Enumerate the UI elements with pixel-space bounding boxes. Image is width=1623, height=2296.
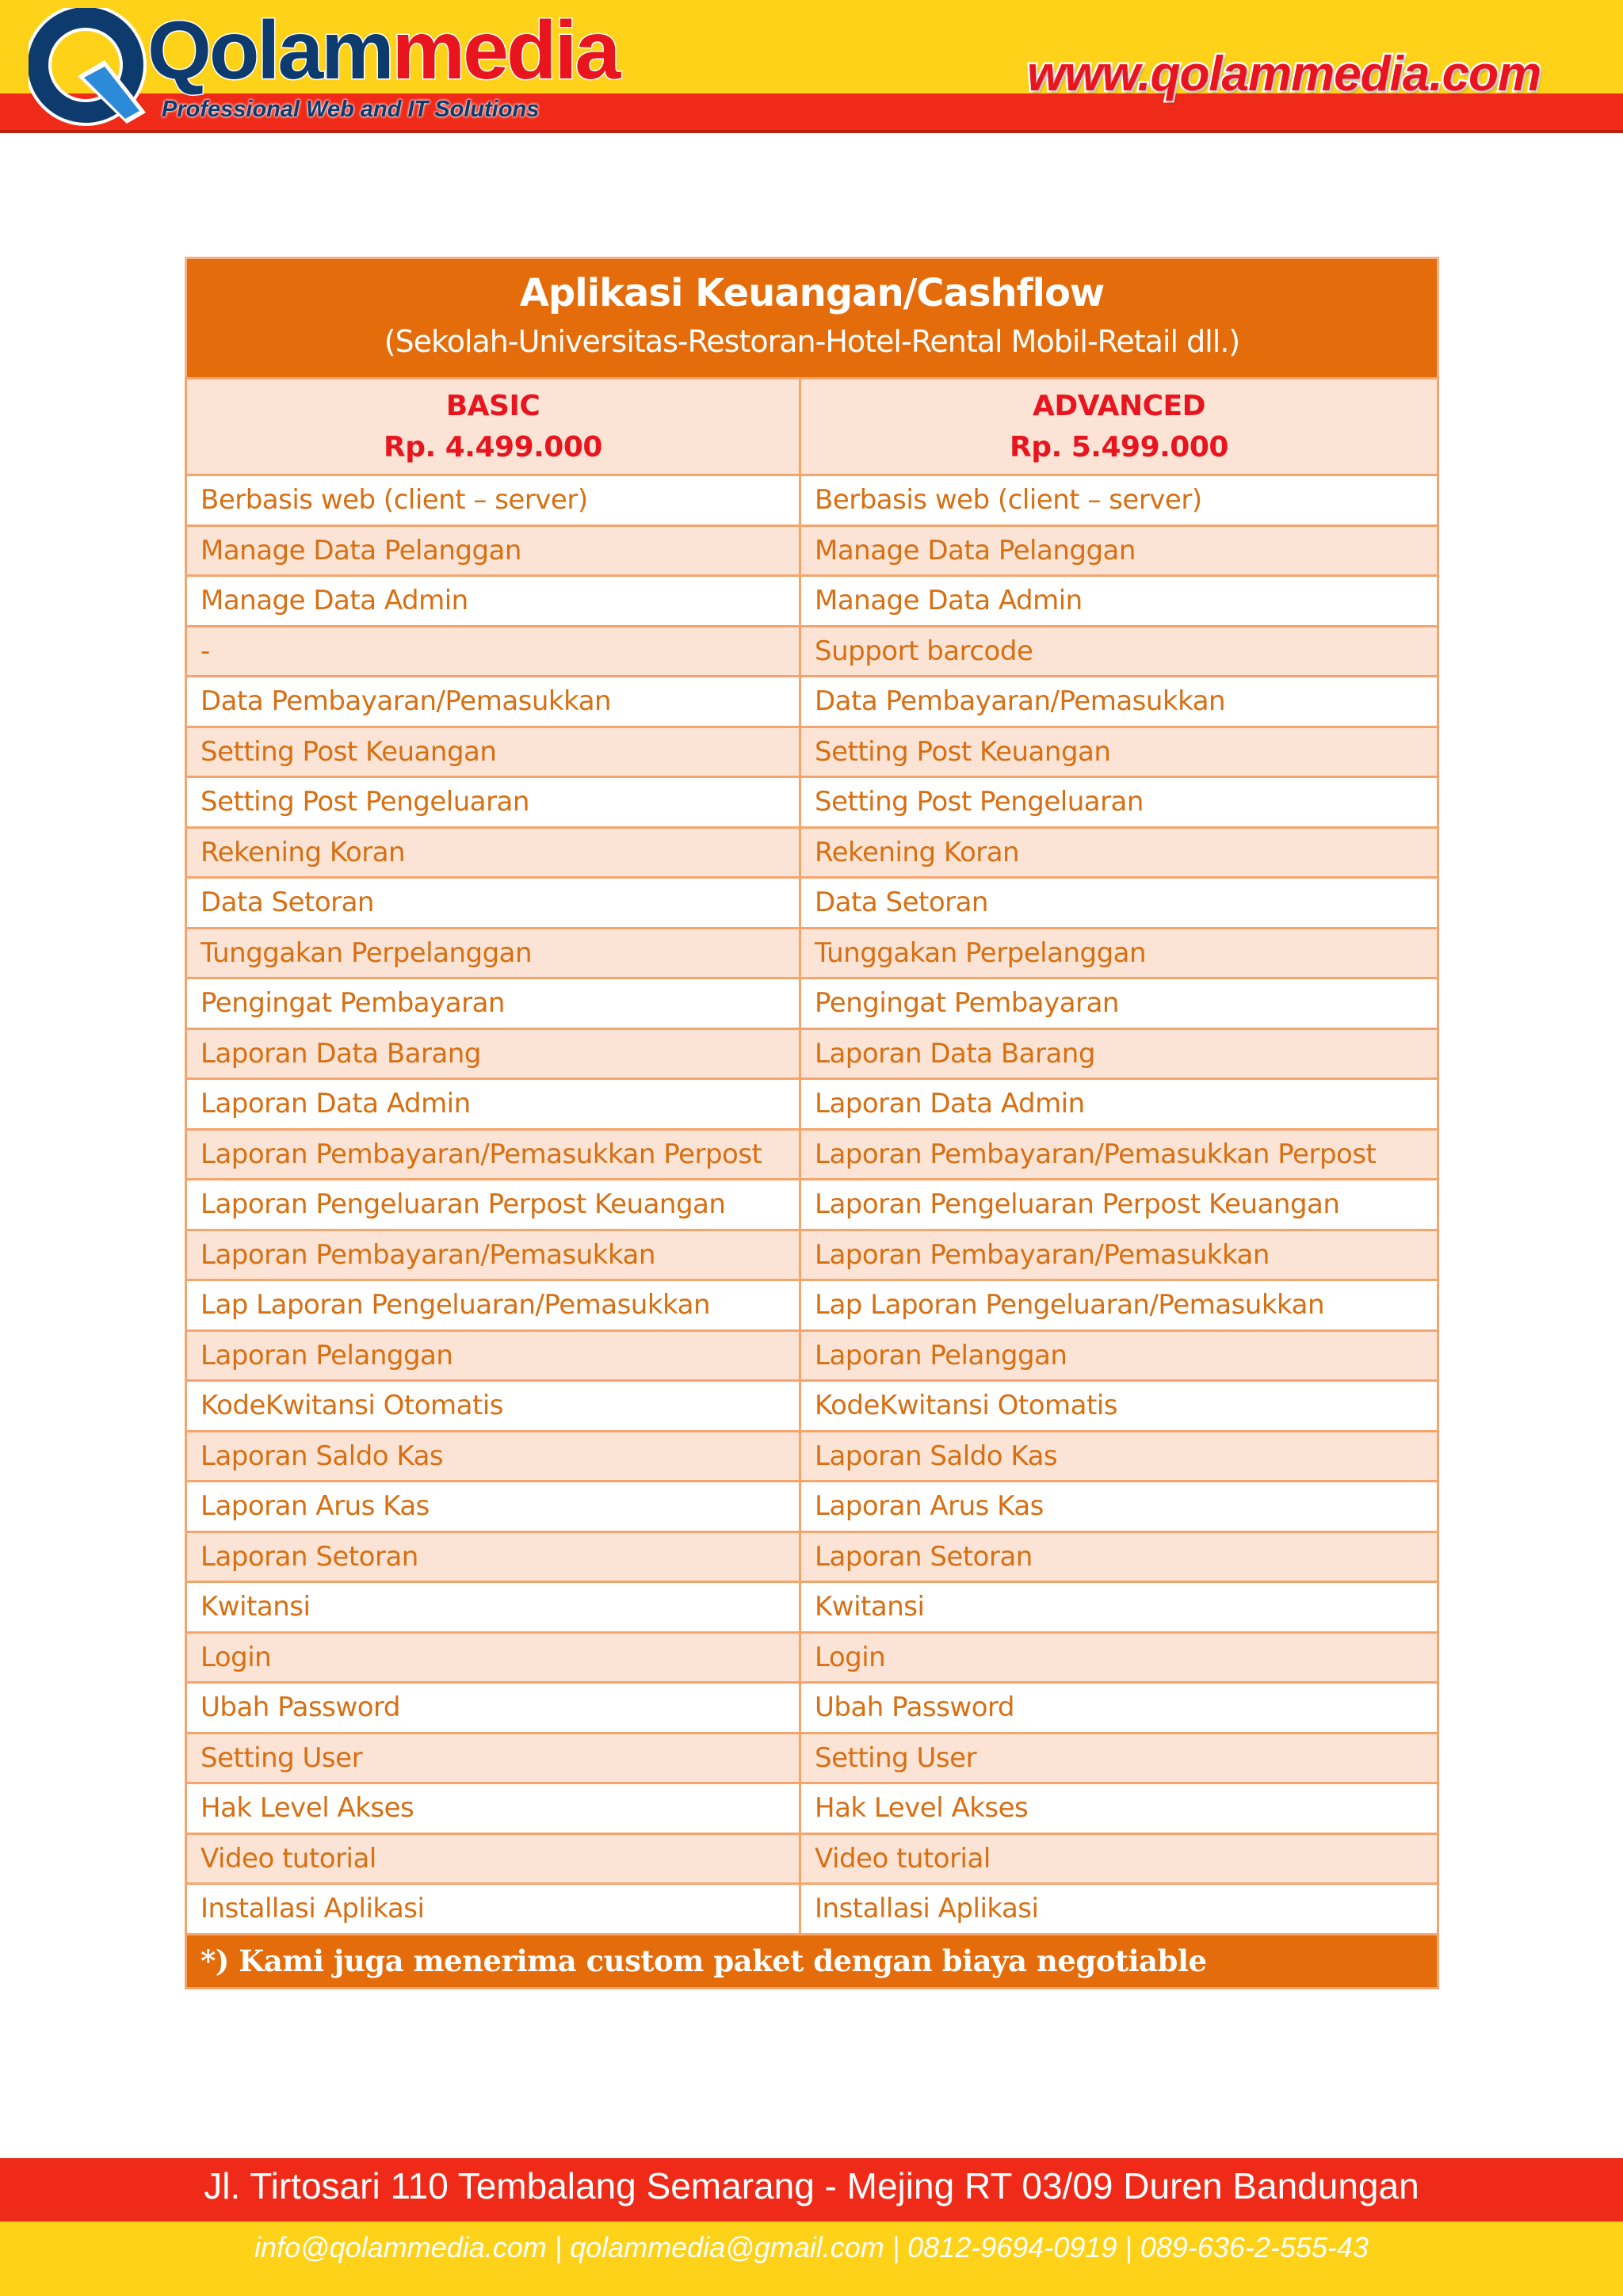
feature-cell-basic: Laporan Data Admin [186, 1079, 800, 1130]
feature-cell-advanced: Laporan Data Admin [800, 1079, 1438, 1130]
feature-cell-basic: Setting User [186, 1733, 800, 1783]
feature-cell-advanced: Laporan Saldo Kas [800, 1431, 1438, 1482]
feature-cell-basic: Laporan Pengeluaran Perpost Keuangan [186, 1180, 800, 1230]
feature-cell-basic: Data Pembayaran/Pemasukkan [186, 677, 800, 727]
feature-cell-basic: Laporan Pelanggan [186, 1330, 800, 1381]
table-row [186, 878, 1438, 929]
table-row [186, 1783, 1438, 1834]
feature-cell-basic: KodeKwitansi Otomatis [186, 1381, 800, 1432]
feature-cell-advanced: Berbasis web (client – server) [800, 475, 1438, 526]
feature-cell-advanced: Manage Data Pelanggan [800, 525, 1438, 576]
table-row [186, 1733, 1438, 1783]
table-row [186, 1381, 1438, 1432]
feature-cell-advanced: Laporan Pelanggan [800, 1330, 1438, 1381]
table-row [186, 1330, 1438, 1381]
feature-cell-advanced: Laporan Data Barang [800, 1028, 1438, 1079]
logo-wordmark-part-b: media [391, 5, 619, 97]
footer-contacts: info@qolammedia.com | qolammedia@gmail.com | 0812-9694-0919 | 089-636-2-555-43 [254, 2231, 1369, 2264]
package-header-row [186, 379, 1438, 475]
package-advanced-name: ADVANCED [1032, 389, 1206, 422]
page-title: Aplikasi Keuangan/Cashflow [519, 271, 1105, 315]
table-row [186, 1079, 1438, 1130]
table-row [186, 1683, 1438, 1733]
footnote-row [186, 1934, 1438, 1988]
feature-cell-basic: Video tutorial [186, 1833, 800, 1884]
table-row [186, 1028, 1438, 1079]
feature-cell-advanced: Video tutorial [800, 1833, 1438, 1884]
feature-cell-basic: Manage Data Pelanggan [186, 525, 800, 576]
feature-cell-basic: Pengingat Pembayaran [186, 978, 800, 1029]
footer-address: Jl. Tirtosari 110 Tembalang Semarang - Mejing RT 03/09 Duren Bandungan [204, 2165, 1419, 2206]
feature-cell-basic: Installasi Aplikasi [186, 1884, 800, 1935]
feature-cell-basic: Manage Data Admin [186, 576, 800, 627]
pricing-table [185, 257, 1439, 1989]
feature-cell-advanced: Laporan Pembayaran/Pemasukkan Perpost [800, 1129, 1438, 1180]
website-url[interactable]: www.qolammedia.com [1027, 47, 1541, 101]
table-row [186, 777, 1438, 828]
feature-cell-advanced: Laporan Pembayaran/Pemasukkan [800, 1230, 1438, 1280]
package-advanced-header [800, 379, 1438, 475]
package-basic-name: BASIC [445, 389, 540, 422]
footnote-text: *) Kami juga menerima custom paket dengan biaya negotiable [186, 1934, 1438, 1988]
feature-cell-basic: Login [186, 1632, 800, 1683]
feature-cell-advanced: Manage Data Admin [800, 576, 1438, 627]
page-subtitle: (Sekolah-Universitas-Restoran-Hotel-Rental Mobil-Retail dll.) [384, 324, 1240, 359]
feature-cell-basic: Laporan Saldo Kas [186, 1431, 800, 1482]
logo-wordmark-part-a: Qolam [147, 5, 392, 97]
table-row [186, 626, 1438, 677]
features-table [185, 377, 1439, 1989]
feature-cell-basic: Hak Level Akses [186, 1783, 800, 1834]
feature-cell-advanced: Laporan Arus Kas [800, 1482, 1438, 1532]
feature-cell-advanced: Setting Post Keuangan [800, 727, 1438, 777]
feature-cell-advanced: Pengingat Pembayaran [800, 978, 1438, 1029]
feature-cell-basic: Setting Post Pengeluaran [186, 777, 800, 828]
feature-cell-advanced: Laporan Setoran [800, 1531, 1438, 1582]
feature-cell-advanced: Kwitansi [800, 1582, 1438, 1633]
feature-cell-advanced: Tunggakan Perpelanggan [800, 928, 1438, 978]
feature-cell-basic: Kwitansi [186, 1582, 800, 1633]
feature-cell-basic: Laporan Pembayaran/Pemasukkan [186, 1230, 800, 1280]
feature-cell-basic: Laporan Setoran [186, 1531, 800, 1582]
feature-cell-basic: Ubah Password [186, 1683, 800, 1733]
table-row [186, 1129, 1438, 1180]
header-shadow-line [0, 130, 1623, 133]
feature-cell-basic: Laporan Arus Kas [186, 1482, 800, 1532]
feature-cell-advanced: Setting User [800, 1733, 1438, 1783]
feature-cell-basic: Tunggakan Perpelanggan [186, 928, 800, 978]
logo-tagline: Professional Web and IT Solutions [162, 97, 540, 122]
logo-q-icon [29, 8, 147, 127]
table-row [186, 928, 1438, 978]
feature-cell-advanced: Support barcode [800, 626, 1438, 677]
feature-cell-advanced: Hak Level Akses [800, 1783, 1438, 1834]
logo-wordmark [147, 5, 619, 97]
feature-cell-advanced: Ubah Password [800, 1683, 1438, 1733]
table-row [186, 1280, 1438, 1331]
feature-cell-advanced: Data Pembayaran/Pemasukkan [800, 677, 1438, 727]
table-row [186, 1230, 1438, 1280]
feature-cell-advanced: Laporan Pengeluaran Perpost Keuangan [800, 1180, 1438, 1230]
feature-cell-advanced: Data Setoran [800, 878, 1438, 929]
table-row [186, 677, 1438, 727]
table-title-box [185, 257, 1439, 377]
feature-cell-basic: Berbasis web (client – server) [186, 475, 800, 526]
feature-cell-basic: Laporan Pembayaran/Pemasukkan Perpost [186, 1129, 800, 1180]
table-row [186, 1531, 1438, 1582]
package-advanced-price: Rp. 5.499.000 [1010, 430, 1228, 463]
feature-cell-advanced: Lap Laporan Pengeluaran/Pemasukkan [800, 1280, 1438, 1331]
page-footer [0, 2158, 1623, 2296]
table-row [186, 1833, 1438, 1884]
table-row [186, 1884, 1438, 1935]
table-row [186, 727, 1438, 777]
feature-cell-basic: Lap Laporan Pengeluaran/Pemasukkan [186, 1280, 800, 1331]
table-row [186, 576, 1438, 627]
table-row [186, 1482, 1438, 1532]
feature-cell-basic: Setting Post Keuangan [186, 727, 800, 777]
table-row [186, 1582, 1438, 1633]
table-row [186, 1180, 1438, 1230]
feature-cell-basic: Rekening Koran [186, 827, 800, 878]
feature-cell-basic: - [186, 626, 800, 677]
feature-cell-advanced: KodeKwitansi Otomatis [800, 1381, 1438, 1432]
table-row [186, 827, 1438, 878]
package-basic-header [186, 379, 800, 475]
feature-cell-advanced: Setting Post Pengeluaran [800, 777, 1438, 828]
feature-cell-advanced: Rekening Koran [800, 827, 1438, 878]
table-row [186, 1632, 1438, 1683]
table-row [186, 978, 1438, 1029]
table-row [186, 475, 1438, 526]
table-row [186, 525, 1438, 576]
table-row [186, 1431, 1438, 1482]
package-basic-price: Rp. 4.499.000 [384, 430, 602, 463]
feature-cell-advanced: Login [800, 1632, 1438, 1683]
feature-cell-basic: Laporan Data Barang [186, 1028, 800, 1079]
company-logo [29, 3, 619, 127]
feature-cell-basic: Data Setoran [186, 878, 800, 929]
feature-cell-advanced: Installasi Aplikasi [800, 1884, 1438, 1935]
page-header [0, 0, 1623, 133]
